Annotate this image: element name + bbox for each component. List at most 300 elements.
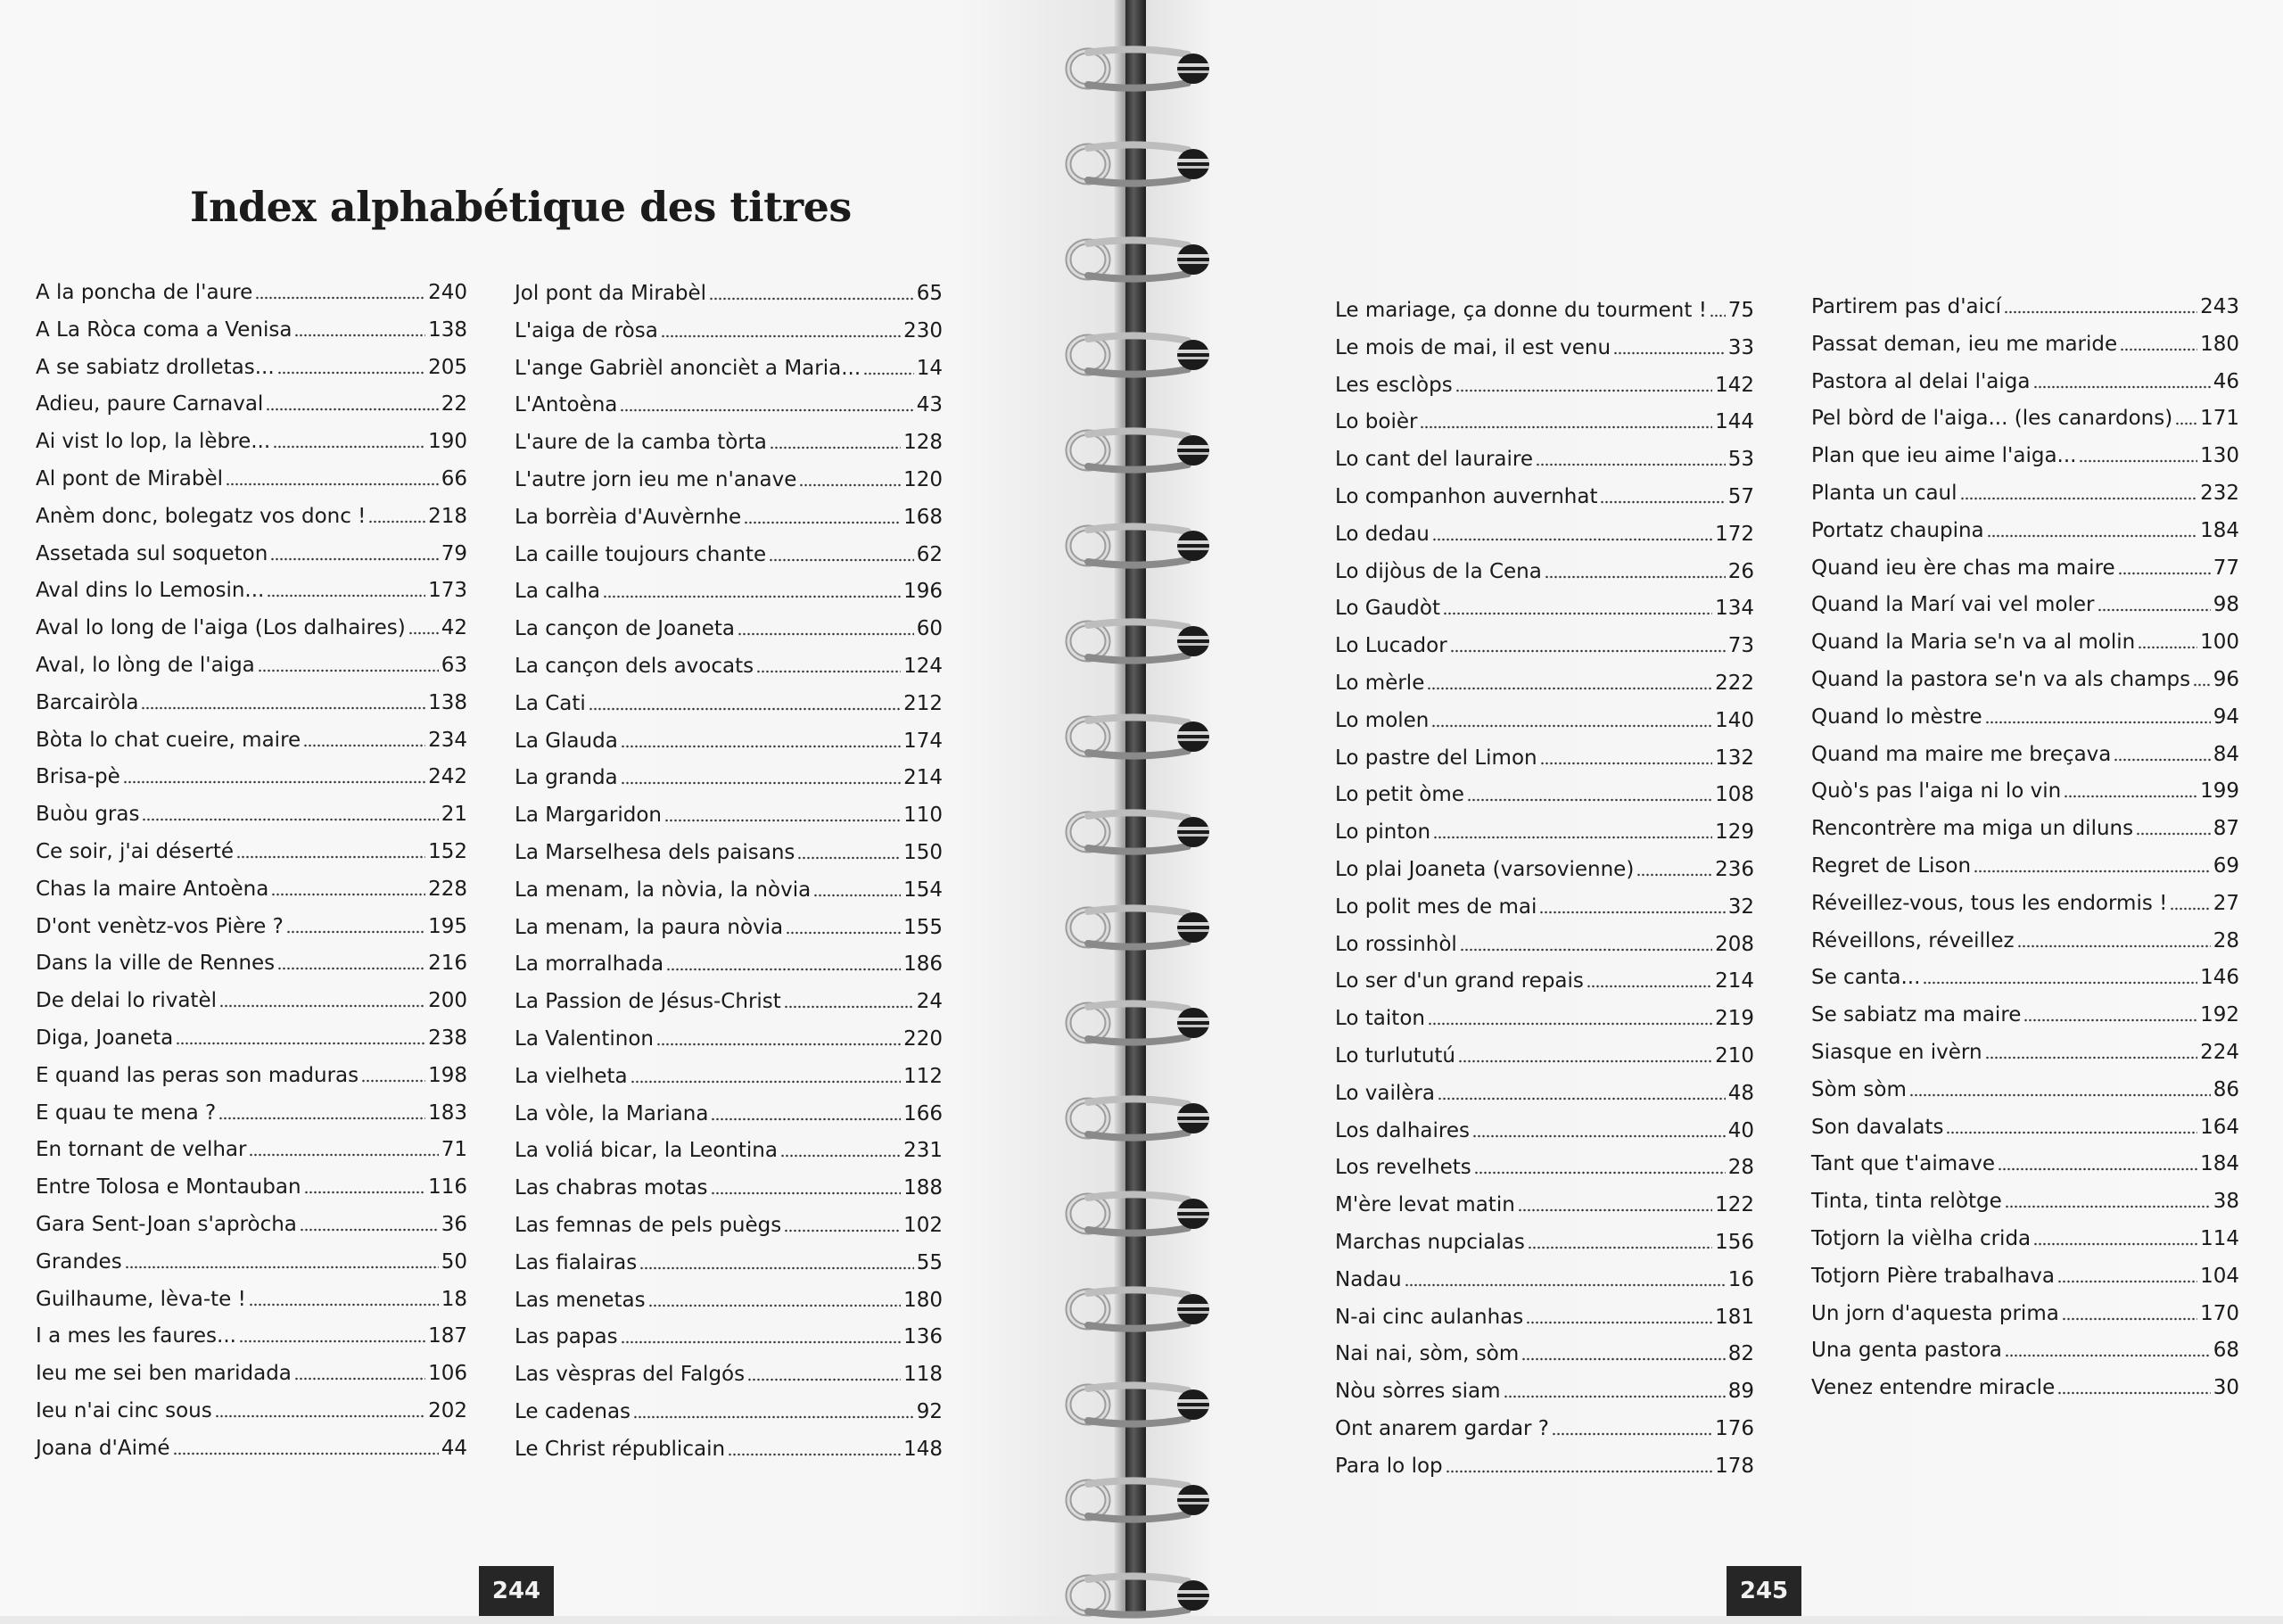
entry-page-number: 79 (441, 541, 467, 565)
index-entry (515, 941, 943, 977)
entry-title: La Valentinon (515, 1027, 655, 1051)
index-entry (1335, 622, 1754, 658)
entry-page-number: 30 (2213, 1376, 2239, 1400)
dot-leader (1518, 1208, 1712, 1213)
index-entry (515, 532, 943, 567)
dot-leader (770, 445, 901, 450)
dot-leader (1528, 1245, 1712, 1250)
dot-leader (784, 1004, 914, 1010)
dot-leader (863, 371, 914, 376)
index-entry (36, 605, 467, 640)
index-entry (515, 1426, 943, 1462)
entry-title: Se canta... (1811, 966, 1921, 990)
dot-leader (756, 669, 901, 674)
entry-page-number: 183 (428, 1101, 467, 1125)
dot-leader (738, 631, 914, 637)
entry-title: Assetada sul soqueton (36, 541, 268, 565)
entry-page-number: 128 (903, 431, 943, 455)
entry-page-number: 242 (428, 765, 467, 789)
index-entry (1811, 284, 2239, 319)
dot-leader (2120, 347, 2197, 352)
entry-page-number: 28 (1727, 1156, 1754, 1180)
entry-title: La morralhada (515, 952, 664, 977)
dot-leader (1432, 537, 1712, 542)
entry-page-number: 212 (903, 691, 943, 715)
entry-title: Las vèspras del Falgós (515, 1363, 746, 1387)
dot-leader (2098, 607, 2211, 613)
entry-page-number: 28 (2213, 928, 2239, 952)
entry-page-number: 196 (903, 580, 943, 604)
entry-page-number: 32 (1727, 894, 1754, 919)
index-entry (1811, 1327, 2239, 1363)
index-column-1 (36, 269, 467, 1482)
index-entry (515, 606, 943, 641)
entry-title: Rencontrère ma miga un diluns (1811, 817, 2134, 841)
entry-page-number: 96 (2213, 668, 2239, 691)
entry-page-number: 231 (903, 1139, 943, 1163)
index-entry (36, 1350, 467, 1386)
entry-title: Nòu sòrres siam (1335, 1380, 1501, 1404)
entry-page-number: 146 (2200, 966, 2239, 990)
entry-title: Le cadenas (515, 1400, 631, 1423)
index-entry (1335, 474, 1754, 509)
index-entry (515, 270, 943, 306)
entry-title: D'ont venètz-vos Pière ? (36, 914, 284, 938)
entry-title: Nadau (1335, 1267, 1402, 1291)
entry-title: Barcairòla (36, 690, 139, 714)
entry-page-number: 68 (2213, 1339, 2239, 1363)
entry-page-number: 65 (916, 282, 943, 305)
entry-page-number: 224 (2200, 1041, 2239, 1064)
index-entry (1335, 1368, 1754, 1404)
dot-leader (303, 743, 425, 748)
entry-page-number: 46 (2213, 369, 2239, 393)
index-entry (515, 1314, 943, 1349)
index-entry (1335, 660, 1754, 696)
index-entry (1811, 1216, 2239, 1251)
entry-page-number: 14 (916, 356, 943, 380)
index-entry (1335, 1443, 1754, 1479)
entry-page-number: 214 (1715, 969, 1754, 993)
entry-page-number: 214 (903, 766, 943, 790)
dot-leader (1600, 499, 1725, 505)
entry-title: Ont anarem gardar ? (1335, 1417, 1550, 1440)
index-entry (36, 1313, 467, 1348)
entry-title: Dans la ville de Rennes (36, 952, 276, 976)
entry-page-number: 44 (441, 1436, 467, 1460)
entry-title: A la poncha de l'aure (36, 281, 253, 304)
index-entry (1335, 697, 1754, 733)
index-entry (36, 269, 467, 305)
dot-leader (1427, 686, 1712, 691)
dot-leader (620, 408, 913, 413)
entry-page-number: 140 (1715, 708, 1754, 732)
entry-title: Lo Lucador (1335, 634, 1447, 658)
entry-page-number: 26 (1727, 559, 1754, 583)
entry-title: Ieu n'ai cinc sous (36, 1399, 212, 1422)
entry-title: Sòm sòm (1811, 1077, 1907, 1101)
index-entry (515, 1351, 943, 1387)
entry-title: Passat deman, ieu me maride (1811, 332, 2118, 356)
entry-title: Lo pastre del Limon (1335, 746, 1537, 770)
spiral-coil (1052, 326, 1231, 383)
entry-title: L'ange Gabrièl anoncièt a Maria... (515, 356, 861, 380)
index-entry (1335, 735, 1754, 771)
dot-leader (1636, 872, 1712, 878)
entry-page-number: 230 (903, 318, 943, 342)
spiral-coil (1052, 136, 1231, 193)
index-entry (36, 1015, 467, 1051)
dot-leader (2033, 384, 2211, 390)
entry-page-number: 190 (428, 430, 467, 454)
right-page (1146, 0, 2283, 1616)
dot-leader (2138, 645, 2197, 650)
entry-title: Joana d'Aimé (36, 1436, 170, 1460)
entry-page-number: 171 (2200, 407, 2239, 431)
index-entry (1811, 433, 2239, 468)
entry-page-number: 112 (903, 1064, 943, 1088)
entry-page-number: 22 (441, 392, 467, 416)
dot-leader (799, 482, 901, 488)
entry-page-number: 148 (903, 1437, 943, 1461)
dot-leader (277, 370, 425, 375)
index-entry (1335, 436, 1754, 472)
entry-page-number: 108 (1715, 783, 1754, 807)
index-entry (515, 978, 943, 1014)
entry-title: La cançon dels avocats (515, 655, 754, 678)
entry-title: Lo Gaudòt (1335, 597, 1440, 621)
dot-leader (271, 892, 425, 897)
dot-leader (2023, 1018, 2197, 1023)
entry-title: Para lo lop (1335, 1454, 1443, 1478)
entry-page-number: 174 (903, 729, 943, 753)
index-entry (1335, 1257, 1754, 1292)
entry-page-number: 156 (1715, 1231, 1754, 1254)
entry-page-number: 219 (1715, 1007, 1754, 1031)
entry-title: La granda (515, 766, 618, 790)
spiral-coil (1052, 1185, 1231, 1242)
index-entry (1335, 1219, 1754, 1255)
entry-title: L'Antoèna (515, 393, 618, 417)
dot-leader (1431, 723, 1712, 729)
entry-title: Son davalats (1811, 1115, 1944, 1139)
dot-leader (664, 818, 901, 823)
dot-leader (304, 1190, 426, 1195)
entry-title: Siasque en ivèrn (1811, 1041, 1982, 1064)
entry-page-number: 150 (903, 841, 943, 864)
entry-title: Bòta lo chat cueire, maire (36, 728, 301, 752)
entry-page-number: 98 (2213, 593, 2239, 617)
entry-title: Tant que t'aimave (1811, 1152, 1995, 1176)
index-entry (36, 940, 467, 976)
entry-title: Se sabiatz ma maire (1811, 1003, 2022, 1027)
entry-page-number: 102 (903, 1214, 943, 1237)
entry-page-number: 75 (1727, 299, 1754, 322)
dot-leader (258, 668, 439, 673)
index-entry (515, 1127, 943, 1163)
entry-page-number: 172 (1715, 522, 1754, 546)
dot-leader (1474, 1170, 1726, 1175)
entry-page-number: 42 (441, 616, 467, 640)
dot-leader (266, 407, 438, 412)
entry-page-number: 216 (428, 952, 467, 976)
entry-title: Lo companhon auvernhat (1335, 485, 1598, 508)
index-entry (36, 903, 467, 939)
dot-leader (2079, 458, 2197, 464)
entry-title: L'autre jorn ieu me n'anave (515, 468, 797, 491)
index-entry (36, 1388, 467, 1423)
entry-page-number: 138 (428, 317, 467, 342)
index-entry (1335, 771, 1754, 807)
entry-page-number: 77 (2213, 556, 2239, 580)
dot-leader (1587, 984, 1712, 989)
left-page (0, 0, 1125, 1616)
dot-leader (2004, 309, 2197, 315)
entry-title: A La Ròca coma a Venisa (36, 317, 293, 342)
entry-title: Pel bòrd de l'aiga... (les canardons) (1811, 407, 2173, 431)
entry-page-number: 18 (441, 1287, 467, 1311)
entry-page-number: 186 (903, 952, 943, 977)
entry-title: La calha (515, 580, 601, 604)
entry-title: Le mariage, ça donne du tourment ! (1335, 299, 1707, 322)
dot-leader (1960, 496, 2198, 501)
index-entry (1335, 1144, 1754, 1180)
index-entry (36, 791, 467, 827)
entry-title: Lo dijòus de la Cena (1335, 559, 1542, 583)
index-entry (1811, 1141, 2239, 1176)
index-entry (36, 307, 467, 342)
dot-leader (2062, 1316, 2197, 1322)
entry-page-number: 55 (916, 1250, 943, 1274)
entry-page-number: 129 (1715, 820, 1754, 845)
dot-leader (1455, 388, 1712, 393)
dot-leader (1613, 350, 1726, 356)
dot-leader (1428, 1021, 1712, 1026)
spiral-coil (1052, 1281, 1231, 1338)
entry-page-number: 178 (1715, 1454, 1754, 1478)
index-entry (515, 904, 943, 940)
index-entry (1335, 399, 1754, 434)
index-entry (1335, 846, 1754, 882)
entry-title: En tornant de velhar (36, 1138, 247, 1162)
index-entry (515, 1053, 943, 1089)
entry-title: Regret de Lison (1811, 854, 1972, 878)
dot-leader (656, 1042, 901, 1047)
index-entry (515, 1202, 943, 1238)
index-entry (515, 643, 943, 679)
entry-page-number: 130 (2200, 444, 2239, 468)
entry-title: La vòle, la Mariana (515, 1101, 709, 1125)
entry-title: La borrèia d'Auvèrnhe (515, 505, 742, 529)
entry-title: Réveillons, réveillez (1811, 928, 2015, 952)
entry-page-number: 114 (2200, 1227, 2239, 1250)
index-entry (515, 308, 943, 343)
dot-leader (2064, 794, 2197, 799)
dot-leader (2017, 944, 2211, 949)
entry-page-number: 218 (428, 504, 467, 528)
entry-title: Al pont de Mirabèl (36, 467, 223, 490)
entry-page-number: 118 (903, 1363, 943, 1387)
entry-page-number: 63 (441, 654, 467, 677)
entry-page-number: 120 (903, 468, 943, 491)
dot-leader (711, 1191, 902, 1196)
dot-leader (1985, 720, 2211, 725)
dot-leader (2005, 1204, 2211, 1209)
entry-page-number: 87 (2213, 817, 2239, 841)
index-entry (515, 680, 943, 716)
dot-leader (666, 967, 901, 972)
entry-title: Aval dins lo Lemosin... (36, 579, 265, 603)
entry-page-number: 110 (903, 804, 943, 828)
entry-title: Ieu me sei ben maridada (36, 1362, 292, 1386)
index-entry (1335, 1406, 1754, 1441)
entry-title: Lo taiton (1335, 1007, 1425, 1031)
entry-title: L'aure de la camba tòrta (515, 431, 767, 455)
dot-leader (1946, 1130, 2197, 1135)
index-entry (1811, 1067, 2239, 1102)
dot-leader (123, 779, 425, 785)
entry-title: I a mes les faures... (36, 1324, 236, 1348)
dot-leader (368, 519, 425, 524)
entry-title: Aval, lo lòng de l'aiga (36, 654, 255, 677)
spiral-coil (1052, 1090, 1231, 1147)
entry-title: Una genta pastora (1811, 1339, 2002, 1363)
entry-title: E quau te mena ? (36, 1101, 217, 1125)
entry-page-number: 142 (1715, 373, 1754, 397)
entry-page-number: 57 (1727, 485, 1754, 508)
dot-leader (1438, 1096, 1726, 1101)
entry-title: Totjorn Pière trabalhava (1811, 1264, 2055, 1288)
dot-leader (2118, 571, 2211, 576)
dot-leader (361, 1078, 425, 1084)
dot-leader (639, 1265, 914, 1271)
entry-title: E quand las peras son maduras (36, 1063, 359, 1087)
index-entry (515, 419, 943, 455)
entry-title: Lo petit òme (1335, 783, 1464, 807)
entry-title: Partirem pas d'aicí (1811, 295, 2002, 318)
index-entry (1335, 884, 1754, 919)
entry-title: Gara Sent-Joan s'apròcha (36, 1213, 297, 1236)
entry-title: Las femnas de pels puègs (515, 1214, 782, 1237)
entry-page-number: 154 (903, 878, 943, 902)
index-entry (36, 1425, 467, 1461)
entry-title: Lo pinton (1335, 820, 1431, 845)
entry-title: Planta un caul (1811, 482, 1957, 505)
entry-page-number: 232 (2200, 482, 2239, 505)
entry-page-number: 188 (903, 1176, 943, 1200)
index-entry (1335, 1182, 1754, 1217)
dot-leader (1446, 1469, 1712, 1474)
dot-leader (2175, 421, 2197, 426)
entry-title: La menam, la paura nòvia (515, 915, 784, 939)
dot-leader (1460, 947, 1712, 952)
entry-page-number: 208 (1715, 932, 1754, 956)
entry-page-number: 184 (2200, 1152, 2239, 1176)
entry-title: Las menetas (515, 1288, 646, 1312)
dot-leader (219, 1003, 425, 1009)
index-title: Index alphabétique des titres (190, 183, 852, 231)
index-entry (1811, 470, 2239, 506)
index-entry (36, 717, 467, 753)
entry-page-number: 164 (2200, 1115, 2239, 1139)
index-entry (36, 567, 467, 603)
index-entry (1811, 1029, 2239, 1065)
dot-leader (1443, 611, 1712, 616)
dot-leader (176, 1041, 425, 1046)
dot-leader (141, 705, 425, 711)
dot-leader (255, 295, 425, 301)
entry-title: Los revelhets (1335, 1156, 1471, 1180)
index-entry (1335, 921, 1754, 957)
entry-page-number: 195 (428, 914, 467, 938)
entry-title: Las fialairas (515, 1250, 638, 1274)
entry-title: Lo vailèra (1335, 1081, 1435, 1105)
index-entry (1811, 359, 2239, 394)
entry-page-number: 184 (2200, 518, 2239, 542)
left-page-number: 244 (479, 1566, 554, 1616)
entry-page-number: 122 (1715, 1193, 1754, 1217)
entry-title: Plan que ieu aime l'aiga... (1811, 444, 2077, 468)
entry-title: Lo polit mes de mai (1335, 894, 1537, 919)
index-entry (36, 1164, 467, 1199)
dot-leader (1458, 1059, 1712, 1064)
dot-leader (784, 1228, 901, 1233)
index-column-4 (1811, 284, 2239, 1496)
index-entry (1335, 325, 1754, 360)
dot-leader (408, 631, 439, 636)
entry-page-number: 234 (428, 728, 467, 752)
index-entry (36, 418, 467, 454)
dot-leader (621, 744, 901, 749)
entry-title: Marchas nupcialas (1335, 1231, 1525, 1254)
index-entry (36, 531, 467, 566)
entry-title: La Margaridon (515, 804, 662, 828)
entry-title: A se sabiatz drolletas... (36, 355, 275, 379)
entry-title: Les esclòps (1335, 373, 1453, 397)
entry-title: Quand la Marí vai vel moler (1811, 593, 2095, 617)
dot-leader (648, 1303, 902, 1308)
spiral-coil (1052, 1376, 1231, 1433)
spiral-coil (1052, 422, 1231, 479)
index-entry (515, 1016, 943, 1051)
entry-page-number: 181 (1715, 1305, 1754, 1329)
index-entry (36, 977, 467, 1013)
index-entry (1335, 958, 1754, 993)
entry-page-number: 220 (903, 1027, 943, 1051)
index-entry (36, 1276, 467, 1312)
entry-title: Anèm donc, bolegatz vos donc ! (36, 504, 367, 528)
dot-leader (1974, 869, 2211, 874)
entry-page-number: 16 (1727, 1267, 1754, 1291)
index-entry (1811, 1290, 2239, 1326)
entry-page-number: 205 (428, 355, 467, 379)
dot-leader (621, 780, 901, 786)
entry-page-number: 236 (1715, 858, 1754, 881)
entry-page-number: 134 (1715, 597, 1754, 621)
entry-title: Venez entendre miracle (1811, 1376, 2056, 1400)
dot-leader (1998, 1166, 2197, 1172)
entry-page-number: 176 (1715, 1417, 1754, 1440)
entry-page-number: 152 (428, 840, 467, 863)
dot-leader (603, 594, 901, 599)
entry-title: Brisa-pè (36, 765, 120, 789)
index-entry (1811, 395, 2239, 431)
dot-leader (236, 854, 425, 860)
index-entry (36, 866, 467, 902)
index-entry (1811, 545, 2239, 581)
spiral-coil (1052, 994, 1231, 1051)
dot-leader (780, 1153, 901, 1158)
